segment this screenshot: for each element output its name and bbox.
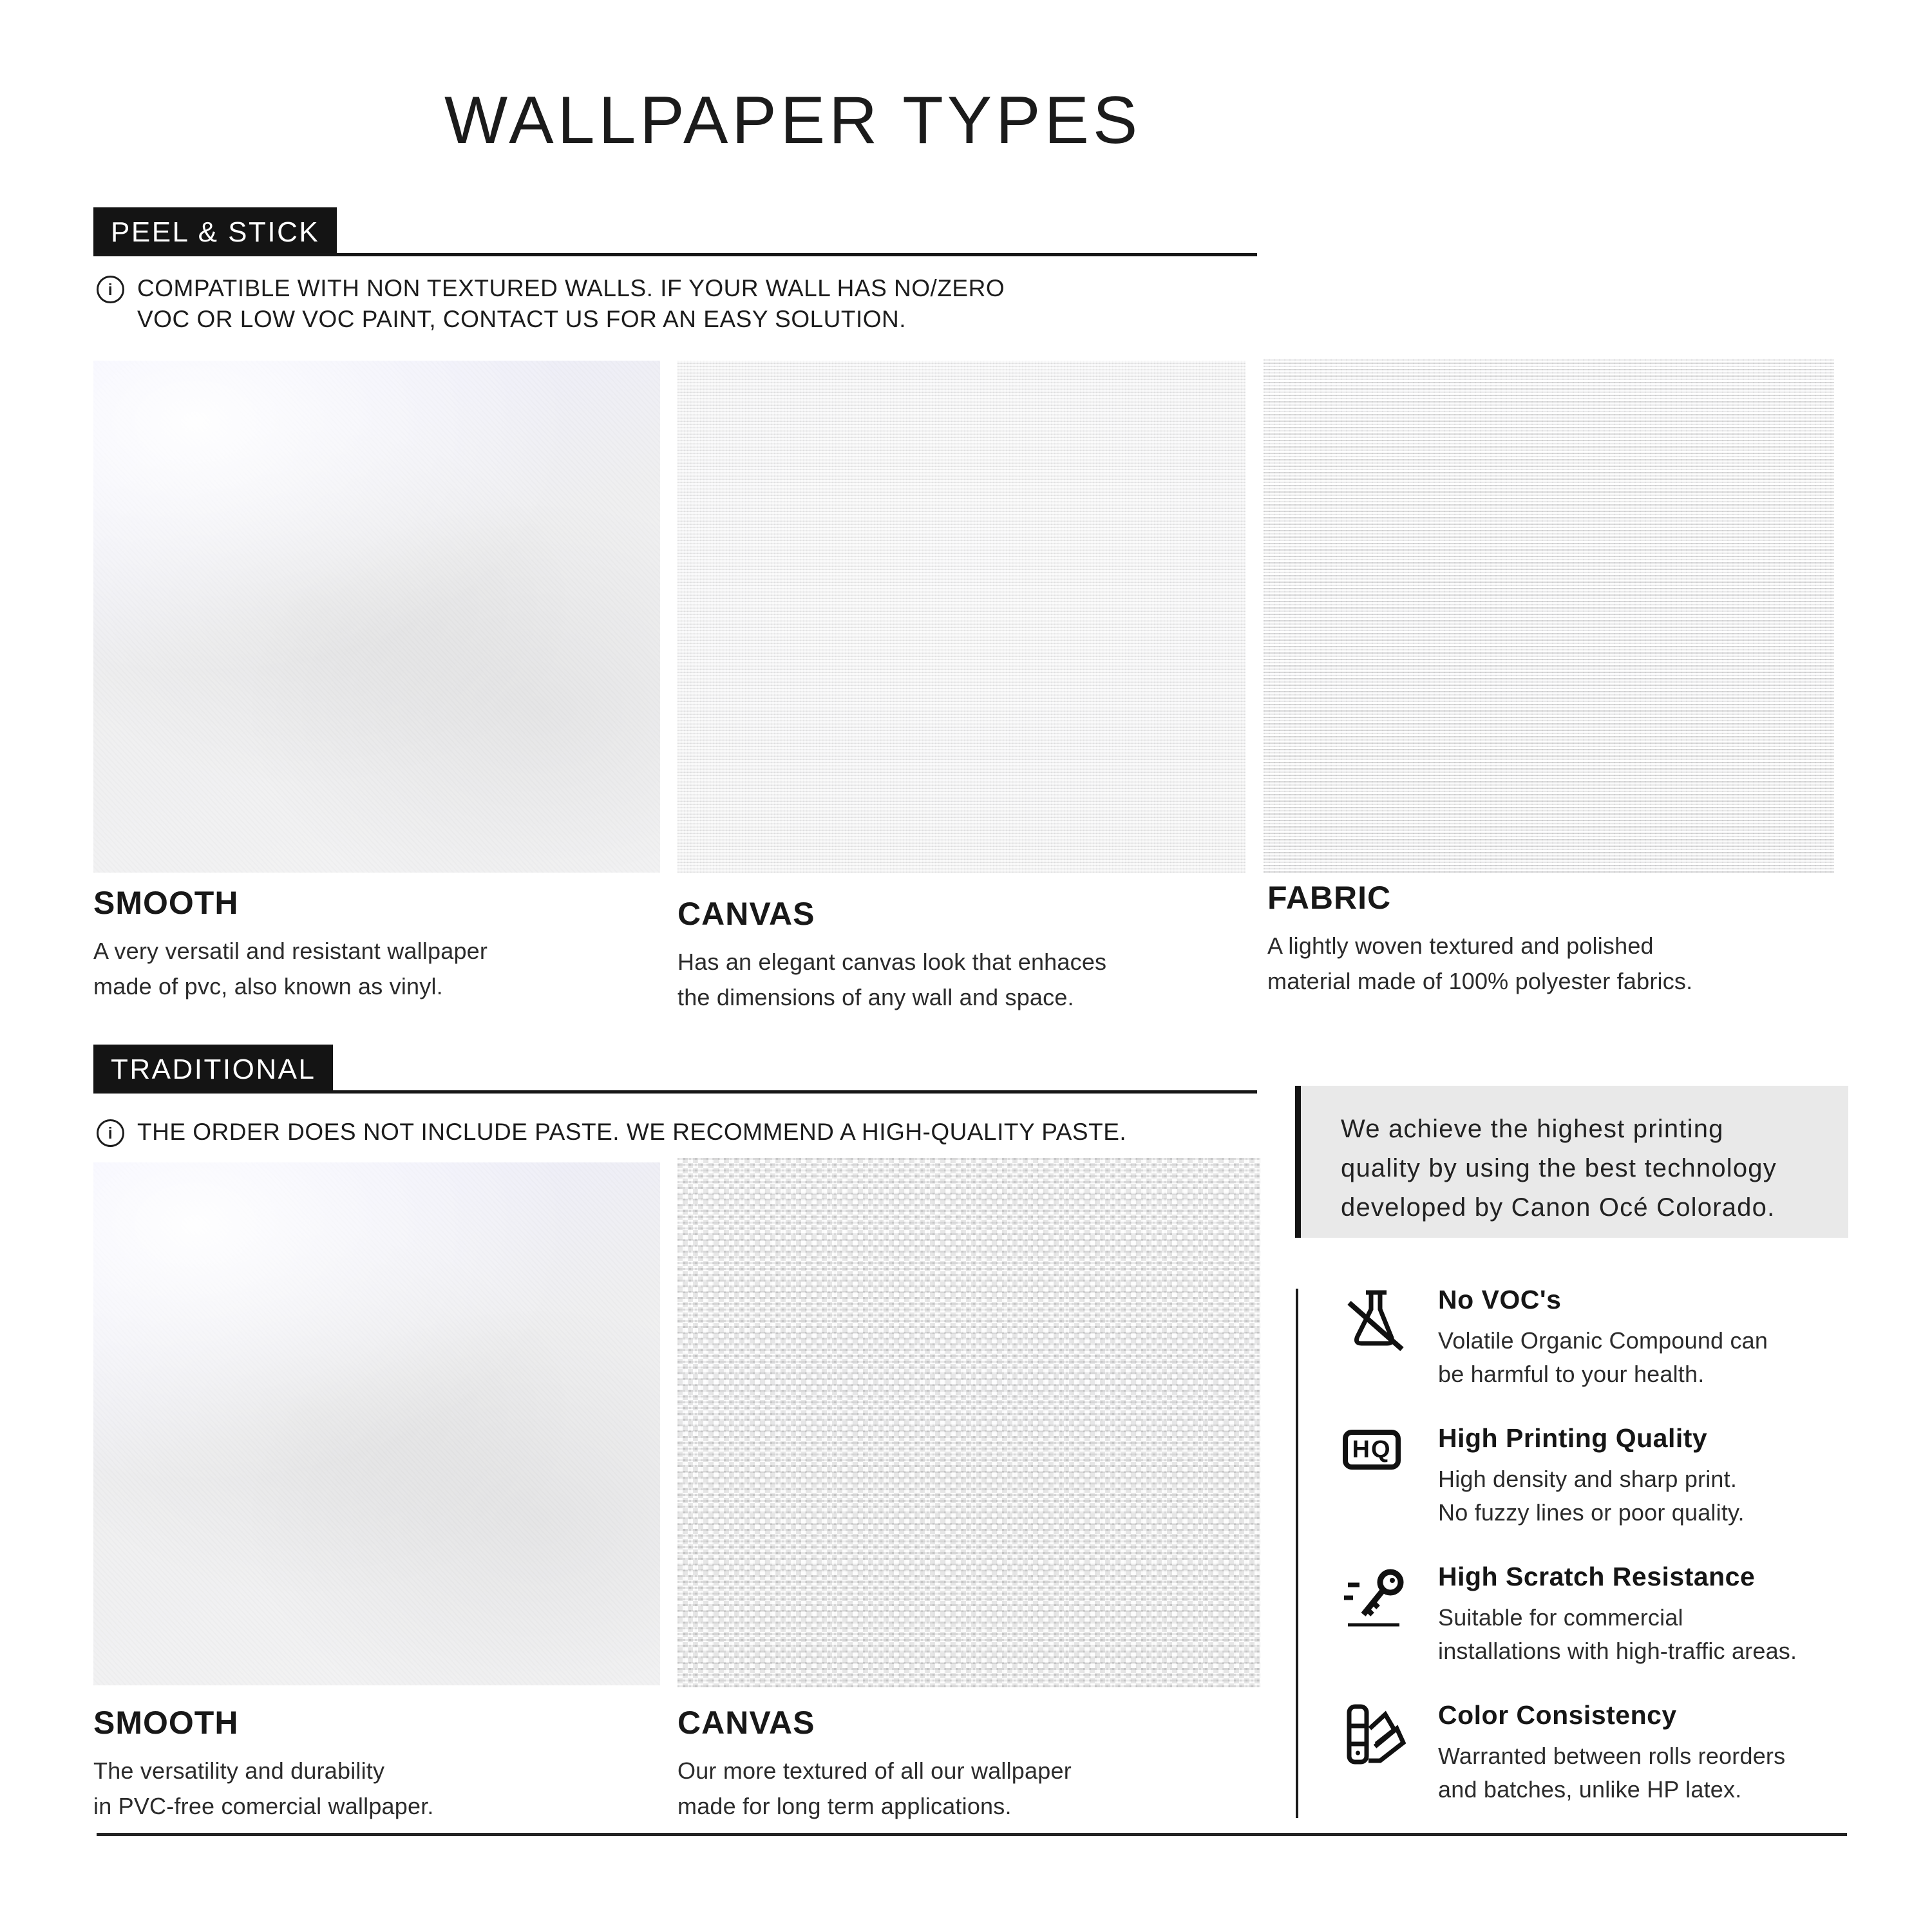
feature-text [1438,1285,1768,1391]
info-icon: i [97,1119,124,1147]
key-scratch-icon [1343,1562,1407,1634]
no-voc-flask-icon [1343,1285,1407,1357]
feature-description [1438,1601,1797,1668]
feature-high-scratch-resistance [1343,1562,1877,1668]
no-voc-flask-svg [1343,1285,1407,1357]
swatch-description [677,1753,1072,1824]
quality-line: quality by using the best technology [1341,1154,1777,1182]
swatch-description-line: A very versatil and resistant wallpaper [93,938,488,964]
swatch-description [93,933,488,1004]
feature-description [1438,1324,1768,1391]
swatch-description-line: the dimensions of any wall and space. [677,984,1074,1010]
feature-description-line: and batches, unlike HP latex. [1438,1776,1742,1803]
printing-quality-callout [1295,1086,1848,1238]
section-label-peel-stick: PEEL & STICK [93,207,337,256]
swatch-description [93,1753,434,1824]
swatch-description-line: Has an elegant canvas look that enhaces [677,949,1107,975]
section-underline-traditional [93,1090,1257,1094]
caption-peel-fabric [1267,879,1692,999]
caption-peel-canvas [677,895,1106,1015]
color-swatchbook-icon [1343,1700,1407,1772]
swatch-description-line: The versatility and durability [93,1757,385,1784]
feature-description [1438,1739,1785,1806]
feature-description-line: Suitable for commercial [1438,1604,1683,1631]
swatch-description [1267,928,1692,999]
feature-title: No VOC's [1438,1285,1562,1314]
page-title: WALLPAPER TYPES [444,83,1142,158]
feature-text [1438,1700,1785,1806]
features-divider-line [1296,1289,1298,1818]
feature-text [1438,1423,1745,1530]
swatch-name: SMOOTH [93,1705,239,1741]
swatch-description-line: A lightly woven textured and polished [1267,933,1654,959]
feature-color-consistency [1343,1700,1877,1806]
feature-title: High Scratch Resistance [1438,1562,1756,1591]
color-swatchbook-svg [1343,1700,1407,1772]
note-peel-stick [97,273,1005,335]
note-line: THE ORDER DOES NOT INCLUDE PASTE. WE RECOMMEND A HIGH-QUALITY PASTE. [137,1119,1127,1145]
swatch-name: FABRIC [1267,880,1392,916]
caption-traditional-smooth [93,1704,434,1824]
info-icon: i [97,276,124,303]
feature-high-printing-quality [1343,1423,1877,1530]
section-label-traditional: TRADITIONAL [93,1045,333,1094]
note-text [137,1117,1126,1148]
swatch-image-traditional-canvas [677,1158,1260,1687]
section-underline-peel-stick [93,253,1257,256]
feature-description-line: installations with high-traffic areas. [1438,1638,1797,1664]
caption-peel-smooth [93,884,488,1004]
feature-description [1438,1463,1745,1530]
feature-description-line: Volatile Organic Compound can [1438,1327,1768,1354]
swatch-image-peel-canvas [677,361,1245,873]
swatch-description-line: made for long term applications. [677,1793,1012,1819]
swatch-image-traditional-smooth [93,1162,660,1685]
hq-badge-label: HQ [1343,1430,1401,1470]
feature-description-line: Warranted between rolls reorders [1438,1743,1786,1769]
swatch-name: SMOOTH [93,885,239,921]
swatch-description-line: material made of 100% polyester fabrics. [1267,968,1693,994]
caption-traditional-canvas [677,1704,1072,1824]
note-text [137,273,1005,335]
note-line: COMPATIBLE WITH NON TEXTURED WALLS. IF YOUR WALL HAS NO/ZERO [137,275,1005,301]
hq-badge-icon [1343,1423,1407,1495]
swatch-description-line: Our more textured of all our wallpaper [677,1757,1072,1784]
quality-line: developed by Canon Océ Colorado. [1341,1193,1776,1222]
swatch-description-line: in PVC-free comercial wallpaper. [93,1793,434,1819]
section-header-peel-stick [93,207,337,256]
feature-no-voc [1343,1285,1877,1391]
section-header-traditional [93,1045,333,1094]
swatch-name: CANVAS [677,896,815,932]
key-scratch-svg [1343,1562,1410,1634]
feature-text [1438,1562,1797,1668]
bottom-divider-line [97,1833,1847,1836]
feature-title: Color Consistency [1438,1700,1677,1730]
feature-title: High Printing Quality [1438,1423,1708,1453]
feature-description-line: be harmful to your health. [1438,1361,1705,1387]
note-traditional [97,1117,1126,1148]
feature-description-line: No fuzzy lines or poor quality. [1438,1499,1745,1526]
swatch-image-peel-smooth [93,361,660,873]
swatch-description-line: made of pvc, also known as vinyl. [93,973,443,999]
feature-description-line: High density and sharp print. [1438,1466,1738,1492]
swatch-image-peel-fabric [1264,359,1834,873]
quality-line: We achieve the highest printing [1341,1115,1724,1143]
swatch-description [677,944,1106,1015]
swatch-name: CANVAS [677,1705,815,1741]
note-line: VOC OR LOW VOC PAINT, CONTACT US FOR AN EASY SOLUTION. [137,306,907,332]
